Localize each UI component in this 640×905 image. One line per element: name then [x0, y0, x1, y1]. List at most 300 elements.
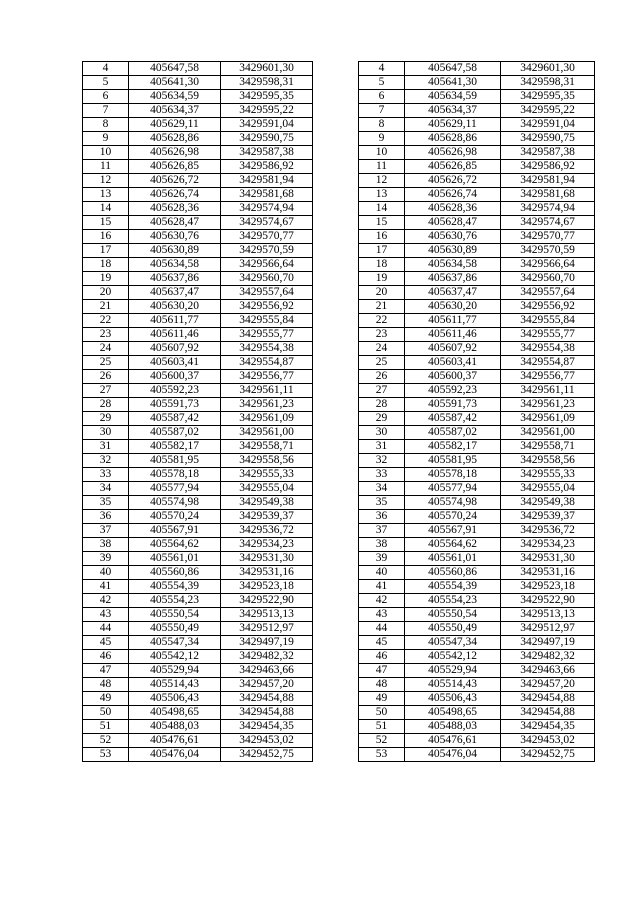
x-coordinate-cell: 405591,73 — [405, 398, 501, 412]
table-row — [83, 608, 595, 622]
y-coordinate-cell: 3429591,04 — [221, 118, 313, 132]
point-number-cell: 5 — [359, 76, 405, 90]
x-coordinate-cell: 405607,92 — [405, 342, 501, 356]
x-coordinate-cell: 405506,43 — [129, 692, 221, 706]
point-number-cell: 9 — [83, 132, 129, 146]
table-row — [83, 692, 595, 706]
column-gap — [313, 384, 359, 398]
y-coordinate-cell: 3429556,77 — [501, 370, 595, 384]
point-number-cell: 52 — [359, 734, 405, 748]
point-number-cell: 13 — [359, 188, 405, 202]
y-coordinate-cell: 3429561,09 — [501, 412, 595, 426]
y-coordinate-cell: 3429581,94 — [501, 174, 595, 188]
x-coordinate-cell: 405582,17 — [405, 440, 501, 454]
y-coordinate-cell: 3429601,30 — [501, 62, 595, 76]
y-coordinate-cell: 3429536,72 — [501, 524, 595, 538]
y-coordinate-cell: 3429454,88 — [501, 692, 595, 706]
column-gap — [313, 538, 359, 552]
x-coordinate-cell: 405476,61 — [129, 734, 221, 748]
x-coordinate-cell: 405641,30 — [405, 76, 501, 90]
x-coordinate-cell: 405630,76 — [129, 230, 221, 244]
point-number-cell: 48 — [359, 678, 405, 692]
column-gap — [313, 482, 359, 496]
y-coordinate-cell: 3429513,13 — [221, 608, 313, 622]
x-coordinate-cell: 405498,65 — [405, 706, 501, 720]
table-row — [83, 580, 595, 594]
point-number-cell: 36 — [359, 510, 405, 524]
point-number-cell: 51 — [359, 720, 405, 734]
point-number-cell: 7 — [359, 104, 405, 118]
x-coordinate-cell: 405603,41 — [129, 356, 221, 370]
x-coordinate-cell: 405628,36 — [405, 202, 501, 216]
x-coordinate-cell: 405611,77 — [405, 314, 501, 328]
x-coordinate-cell: 405628,47 — [405, 216, 501, 230]
x-coordinate-cell: 405607,92 — [129, 342, 221, 356]
point-number-cell: 27 — [83, 384, 129, 398]
column-gap — [313, 552, 359, 566]
point-number-cell: 8 — [359, 118, 405, 132]
x-coordinate-cell: 405574,98 — [405, 496, 501, 510]
x-coordinate-cell: 405630,20 — [405, 300, 501, 314]
x-coordinate-cell: 405550,49 — [129, 622, 221, 636]
point-number-cell: 41 — [83, 580, 129, 594]
x-coordinate-cell: 405476,04 — [405, 748, 501, 762]
point-number-cell: 42 — [359, 594, 405, 608]
y-coordinate-cell: 3429556,77 — [221, 370, 313, 384]
column-gap — [313, 636, 359, 650]
point-number-cell: 45 — [83, 636, 129, 650]
y-coordinate-cell: 3429534,23 — [501, 538, 595, 552]
table-row — [83, 286, 595, 300]
coordinates-table-body — [83, 62, 595, 762]
table-row — [83, 62, 595, 76]
table-row — [83, 496, 595, 510]
column-gap — [313, 720, 359, 734]
column-gap — [313, 286, 359, 300]
point-number-cell: 38 — [83, 538, 129, 552]
x-coordinate-cell: 405628,36 — [129, 202, 221, 216]
y-coordinate-cell: 3429454,35 — [221, 720, 313, 734]
y-coordinate-cell: 3429522,90 — [501, 594, 595, 608]
point-number-cell: 28 — [359, 398, 405, 412]
y-coordinate-cell: 3429522,90 — [221, 594, 313, 608]
point-number-cell: 27 — [359, 384, 405, 398]
table-row — [83, 524, 595, 538]
point-number-cell: 49 — [359, 692, 405, 706]
point-number-cell: 34 — [359, 482, 405, 496]
x-coordinate-cell: 405560,86 — [405, 566, 501, 580]
x-coordinate-cell: 405567,91 — [405, 524, 501, 538]
column-gap — [313, 734, 359, 748]
table-row — [83, 748, 595, 762]
point-number-cell: 31 — [359, 440, 405, 454]
x-coordinate-cell: 405630,89 — [405, 244, 501, 258]
table-row — [83, 174, 595, 188]
x-coordinate-cell: 405578,18 — [405, 468, 501, 482]
y-coordinate-cell: 3429558,56 — [221, 454, 313, 468]
table-row — [83, 566, 595, 580]
x-coordinate-cell: 405628,47 — [129, 216, 221, 230]
x-coordinate-cell: 405626,72 — [405, 174, 501, 188]
table-row — [83, 440, 595, 454]
point-number-cell: 21 — [83, 300, 129, 314]
table-row — [83, 678, 595, 692]
x-coordinate-cell: 405630,89 — [129, 244, 221, 258]
x-coordinate-cell: 405564,62 — [405, 538, 501, 552]
y-coordinate-cell: 3429482,32 — [501, 650, 595, 664]
x-coordinate-cell: 405582,17 — [129, 440, 221, 454]
x-coordinate-cell: 405611,46 — [129, 328, 221, 342]
point-number-cell: 14 — [359, 202, 405, 216]
point-number-cell: 30 — [83, 426, 129, 440]
point-number-cell: 49 — [83, 692, 129, 706]
y-coordinate-cell: 3429539,37 — [221, 510, 313, 524]
y-coordinate-cell: 3429590,75 — [221, 132, 313, 146]
point-number-cell: 30 — [359, 426, 405, 440]
point-number-cell: 12 — [359, 174, 405, 188]
y-coordinate-cell: 3429452,75 — [501, 748, 595, 762]
point-number-cell: 31 — [83, 440, 129, 454]
point-number-cell: 18 — [83, 258, 129, 272]
column-gap — [313, 188, 359, 202]
y-coordinate-cell: 3429590,75 — [501, 132, 595, 146]
point-number-cell: 44 — [83, 622, 129, 636]
point-number-cell: 50 — [83, 706, 129, 720]
column-gap — [313, 398, 359, 412]
table-row — [83, 412, 595, 426]
table-row — [83, 328, 595, 342]
table-row — [83, 216, 595, 230]
x-coordinate-cell: 405550,49 — [405, 622, 501, 636]
x-coordinate-cell: 405498,65 — [129, 706, 221, 720]
column-gap — [313, 594, 359, 608]
y-coordinate-cell: 3429555,77 — [501, 328, 595, 342]
column-gap — [313, 650, 359, 664]
table-row — [83, 76, 595, 90]
y-coordinate-cell: 3429561,09 — [221, 412, 313, 426]
point-number-cell: 25 — [83, 356, 129, 370]
y-coordinate-cell: 3429523,18 — [221, 580, 313, 594]
x-coordinate-cell: 405574,98 — [129, 496, 221, 510]
y-coordinate-cell: 3429539,37 — [501, 510, 595, 524]
point-number-cell: 45 — [359, 636, 405, 650]
x-coordinate-cell: 405554,39 — [405, 580, 501, 594]
point-number-cell: 15 — [359, 216, 405, 230]
point-number-cell: 20 — [83, 286, 129, 300]
x-coordinate-cell: 405629,11 — [129, 118, 221, 132]
x-coordinate-cell: 405587,42 — [129, 412, 221, 426]
column-gap — [313, 426, 359, 440]
y-coordinate-cell: 3429581,68 — [501, 188, 595, 202]
y-coordinate-cell: 3429591,04 — [501, 118, 595, 132]
x-coordinate-cell: 405529,94 — [405, 664, 501, 678]
point-number-cell: 8 — [83, 118, 129, 132]
point-number-cell: 43 — [83, 608, 129, 622]
point-number-cell: 23 — [83, 328, 129, 342]
point-number-cell: 46 — [359, 650, 405, 664]
point-number-cell: 9 — [359, 132, 405, 146]
y-coordinate-cell: 3429555,04 — [221, 482, 313, 496]
x-coordinate-cell: 405626,98 — [405, 146, 501, 160]
y-coordinate-cell: 3429561,23 — [221, 398, 313, 412]
y-coordinate-cell: 3429454,88 — [221, 692, 313, 706]
table-row — [83, 244, 595, 258]
y-coordinate-cell: 3429574,94 — [501, 202, 595, 216]
x-coordinate-cell: 405626,74 — [129, 188, 221, 202]
table-row — [83, 482, 595, 496]
column-gap — [313, 272, 359, 286]
y-coordinate-cell: 3429558,71 — [221, 440, 313, 454]
x-coordinate-cell: 405634,59 — [129, 90, 221, 104]
y-coordinate-cell: 3429457,20 — [221, 678, 313, 692]
point-number-cell: 36 — [83, 510, 129, 524]
x-coordinate-cell: 405626,85 — [405, 160, 501, 174]
point-number-cell: 26 — [83, 370, 129, 384]
y-coordinate-cell: 3429561,00 — [221, 426, 313, 440]
y-coordinate-cell: 3429561,11 — [501, 384, 595, 398]
y-coordinate-cell: 3429554,87 — [501, 356, 595, 370]
point-number-cell: 32 — [83, 454, 129, 468]
column-gap — [313, 244, 359, 258]
y-coordinate-cell: 3429560,70 — [501, 272, 595, 286]
table-row — [83, 664, 595, 678]
y-coordinate-cell: 3429555,84 — [221, 314, 313, 328]
column-gap — [313, 370, 359, 384]
y-coordinate-cell: 3429566,64 — [221, 258, 313, 272]
table-row — [83, 454, 595, 468]
x-coordinate-cell: 405600,37 — [405, 370, 501, 384]
column-gap — [313, 510, 359, 524]
y-coordinate-cell: 3429513,13 — [501, 608, 595, 622]
y-coordinate-cell: 3429555,33 — [221, 468, 313, 482]
y-coordinate-cell: 3429531,16 — [221, 566, 313, 580]
point-number-cell: 6 — [359, 90, 405, 104]
x-coordinate-cell: 405637,47 — [405, 286, 501, 300]
point-number-cell: 28 — [83, 398, 129, 412]
y-coordinate-cell: 3429512,97 — [221, 622, 313, 636]
y-coordinate-cell: 3429497,19 — [501, 636, 595, 650]
x-coordinate-cell: 405600,37 — [129, 370, 221, 384]
table-row — [83, 636, 595, 650]
point-number-cell: 11 — [359, 160, 405, 174]
table-row — [83, 720, 595, 734]
column-gap — [313, 622, 359, 636]
point-number-cell: 19 — [83, 272, 129, 286]
y-coordinate-cell: 3429555,33 — [501, 468, 595, 482]
column-gap — [313, 412, 359, 426]
point-number-cell: 39 — [359, 552, 405, 566]
y-coordinate-cell: 3429595,35 — [501, 90, 595, 104]
y-coordinate-cell: 3429601,30 — [221, 62, 313, 76]
point-number-cell: 11 — [83, 160, 129, 174]
point-number-cell: 53 — [359, 748, 405, 762]
point-number-cell: 4 — [83, 62, 129, 76]
x-coordinate-cell: 405561,01 — [129, 552, 221, 566]
y-coordinate-cell: 3429453,02 — [501, 734, 595, 748]
point-number-cell: 35 — [359, 496, 405, 510]
y-coordinate-cell: 3429531,30 — [221, 552, 313, 566]
point-number-cell: 43 — [359, 608, 405, 622]
x-coordinate-cell: 405591,73 — [129, 398, 221, 412]
table-row — [83, 258, 595, 272]
y-coordinate-cell: 3429531,30 — [501, 552, 595, 566]
x-coordinate-cell: 405488,03 — [405, 720, 501, 734]
column-gap — [313, 454, 359, 468]
y-coordinate-cell: 3429555,77 — [221, 328, 313, 342]
x-coordinate-cell: 405634,58 — [129, 258, 221, 272]
y-coordinate-cell: 3429549,38 — [501, 496, 595, 510]
table-row — [83, 650, 595, 664]
x-coordinate-cell: 405647,58 — [405, 62, 501, 76]
y-coordinate-cell: 3429463,66 — [501, 664, 595, 678]
y-coordinate-cell: 3429574,67 — [501, 216, 595, 230]
y-coordinate-cell: 3429555,04 — [501, 482, 595, 496]
x-coordinate-cell: 405542,12 — [129, 650, 221, 664]
x-coordinate-cell: 405581,95 — [129, 454, 221, 468]
point-number-cell: 13 — [83, 188, 129, 202]
y-coordinate-cell: 3429598,31 — [221, 76, 313, 90]
table-row — [83, 90, 595, 104]
point-number-cell: 37 — [83, 524, 129, 538]
column-gap — [313, 216, 359, 230]
y-coordinate-cell: 3429587,38 — [221, 146, 313, 160]
y-coordinate-cell: 3429595,22 — [501, 104, 595, 118]
column-gap — [313, 440, 359, 454]
point-number-cell: 46 — [83, 650, 129, 664]
column-gap — [313, 76, 359, 90]
point-number-cell: 10 — [359, 146, 405, 160]
x-coordinate-cell: 405577,94 — [405, 482, 501, 496]
y-coordinate-cell: 3429454,88 — [501, 706, 595, 720]
point-number-cell: 34 — [83, 482, 129, 496]
x-coordinate-cell: 405506,43 — [405, 692, 501, 706]
column-gap — [313, 608, 359, 622]
x-coordinate-cell: 405626,98 — [129, 146, 221, 160]
x-coordinate-cell: 405567,91 — [129, 524, 221, 538]
point-number-cell: 39 — [83, 552, 129, 566]
point-number-cell: 21 — [359, 300, 405, 314]
table-row — [83, 510, 595, 524]
point-number-cell: 47 — [83, 664, 129, 678]
y-coordinate-cell: 3429581,68 — [221, 188, 313, 202]
y-coordinate-cell: 3429570,59 — [501, 244, 595, 258]
point-number-cell: 12 — [83, 174, 129, 188]
column-gap — [313, 202, 359, 216]
x-coordinate-cell: 405550,54 — [129, 608, 221, 622]
column-gap — [313, 328, 359, 342]
y-coordinate-cell: 3429555,84 — [501, 314, 595, 328]
point-number-cell: 17 — [359, 244, 405, 258]
y-coordinate-cell: 3429523,18 — [501, 580, 595, 594]
x-coordinate-cell: 405570,24 — [129, 510, 221, 524]
y-coordinate-cell: 3429452,75 — [221, 748, 313, 762]
point-number-cell: 22 — [359, 314, 405, 328]
point-number-cell: 52 — [83, 734, 129, 748]
y-coordinate-cell: 3429463,66 — [221, 664, 313, 678]
x-coordinate-cell: 405581,95 — [405, 454, 501, 468]
coordinates-table — [82, 61, 595, 762]
y-coordinate-cell: 3429558,56 — [501, 454, 595, 468]
column-gap — [313, 580, 359, 594]
y-coordinate-cell: 3429557,64 — [501, 286, 595, 300]
y-coordinate-cell: 3429561,00 — [501, 426, 595, 440]
point-number-cell: 14 — [83, 202, 129, 216]
column-gap — [313, 342, 359, 356]
point-number-cell: 24 — [83, 342, 129, 356]
y-coordinate-cell: 3429561,11 — [221, 384, 313, 398]
point-number-cell: 47 — [359, 664, 405, 678]
table-row — [83, 118, 595, 132]
point-number-cell: 29 — [359, 412, 405, 426]
x-coordinate-cell: 405587,02 — [129, 426, 221, 440]
x-coordinate-cell: 405587,42 — [405, 412, 501, 426]
x-coordinate-cell: 405634,37 — [405, 104, 501, 118]
x-coordinate-cell: 405628,86 — [405, 132, 501, 146]
table-row — [83, 314, 595, 328]
point-number-cell: 51 — [83, 720, 129, 734]
y-coordinate-cell: 3429561,23 — [501, 398, 595, 412]
x-coordinate-cell: 405611,77 — [129, 314, 221, 328]
y-coordinate-cell: 3429566,64 — [501, 258, 595, 272]
x-coordinate-cell: 405529,94 — [129, 664, 221, 678]
point-number-cell: 44 — [359, 622, 405, 636]
point-number-cell: 29 — [83, 412, 129, 426]
table-row — [83, 188, 595, 202]
y-coordinate-cell: 3429598,31 — [501, 76, 595, 90]
x-coordinate-cell: 405647,58 — [129, 62, 221, 76]
x-coordinate-cell: 405637,86 — [405, 272, 501, 286]
x-coordinate-cell: 405547,34 — [405, 636, 501, 650]
point-number-cell: 41 — [359, 580, 405, 594]
table-row — [83, 104, 595, 118]
x-coordinate-cell: 405603,41 — [405, 356, 501, 370]
x-coordinate-cell: 405634,37 — [129, 104, 221, 118]
column-gap — [313, 174, 359, 188]
y-coordinate-cell: 3429581,94 — [221, 174, 313, 188]
column-gap — [313, 524, 359, 538]
table-row — [83, 552, 595, 566]
table-row — [83, 230, 595, 244]
point-number-cell: 37 — [359, 524, 405, 538]
table-row — [83, 398, 595, 412]
x-coordinate-cell: 405564,62 — [129, 538, 221, 552]
point-number-cell: 24 — [359, 342, 405, 356]
x-coordinate-cell: 405634,59 — [405, 90, 501, 104]
x-coordinate-cell: 405628,86 — [129, 132, 221, 146]
point-number-cell: 10 — [83, 146, 129, 160]
table-row — [83, 300, 595, 314]
y-coordinate-cell: 3429595,22 — [221, 104, 313, 118]
point-number-cell: 40 — [83, 566, 129, 580]
point-number-cell: 20 — [359, 286, 405, 300]
table-row — [83, 384, 595, 398]
point-number-cell: 32 — [359, 454, 405, 468]
column-gap — [313, 258, 359, 272]
y-coordinate-cell: 3429482,32 — [221, 650, 313, 664]
x-coordinate-cell: 405626,74 — [405, 188, 501, 202]
point-number-cell: 40 — [359, 566, 405, 580]
x-coordinate-cell: 405611,46 — [405, 328, 501, 342]
column-gap — [313, 678, 359, 692]
point-number-cell: 4 — [359, 62, 405, 76]
x-coordinate-cell: 405476,61 — [405, 734, 501, 748]
x-coordinate-cell: 405570,24 — [405, 510, 501, 524]
point-number-cell: 35 — [83, 496, 129, 510]
y-coordinate-cell: 3429554,38 — [221, 342, 313, 356]
x-coordinate-cell: 405641,30 — [129, 76, 221, 90]
table-row — [83, 342, 595, 356]
x-coordinate-cell: 405476,04 — [129, 748, 221, 762]
